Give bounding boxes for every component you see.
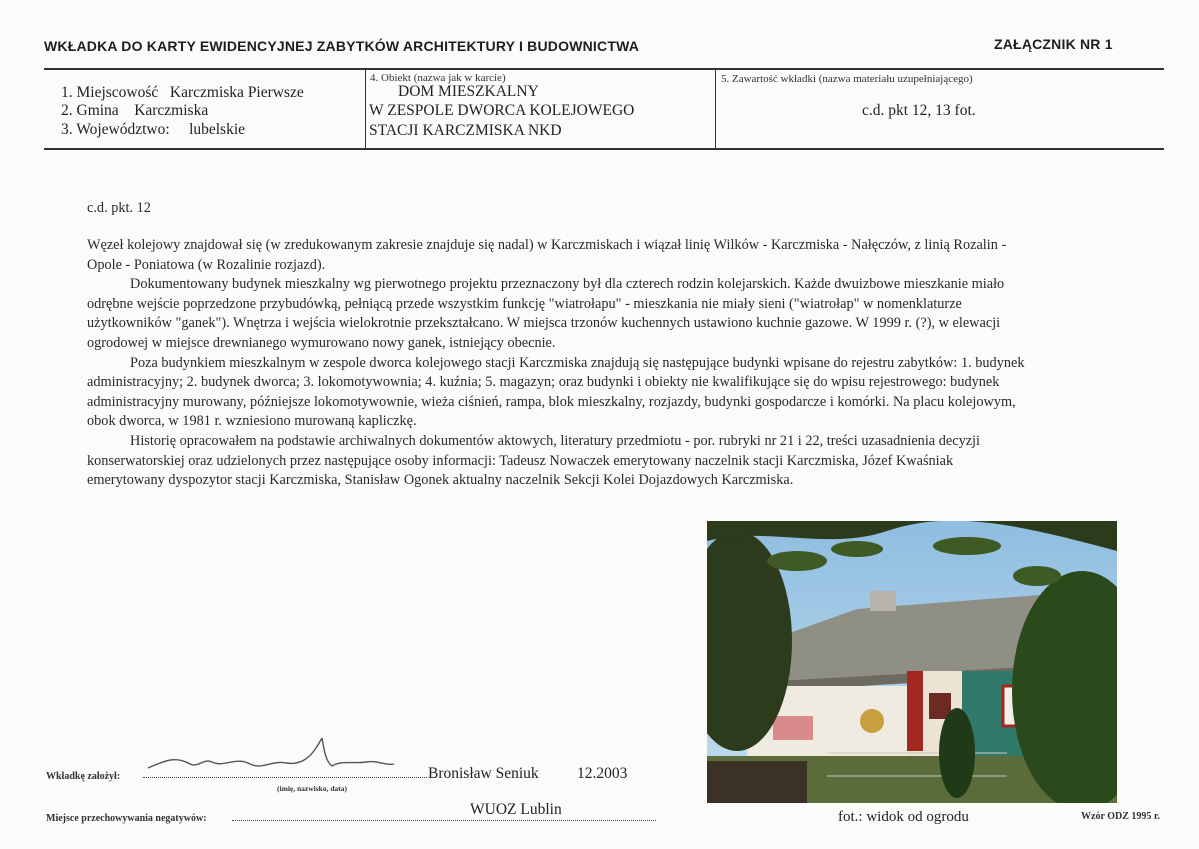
header-bottom-rule [44,148,1164,150]
photo-illustration [707,521,1117,803]
storage-value: WUOZ Lublin [470,801,562,818]
annex-number: ZAŁĄCZNIK NR 1 [994,36,1113,52]
body-text [87,236,1032,491]
document-title: WKŁADKA DO KARTY EWIDENCYJNEJ ZABYTKÓW ARCHITEKTURY I BUDOWNICTWA [44,38,640,54]
section-heading: c.d. pkt. 12 [87,200,151,216]
signature [146,738,396,778]
province-row [61,120,245,139]
object-line-2: W ZESPOLE DWORCA KOLEJOWEGO [369,102,635,119]
paragraph-3: Poza budynkiem mieszkalnym w zespole dworca kolejowego stacji Karczmiska znajdują się następujące budynki wpisane do rejestru zabytków: 1. budynek administracyjny; 2. budynek dworca; 3. lokomotywownia; 4. kuźnia; 5. magazyn; oraz budynki i obiekty nie kwalifikujące się do wpisu rejestrowego: budynek administracyjny murowany, późniejsze lokomotywownie, wieża ciśnień, rampa, blok mieszkalny, rozjazdy, budynki gospodarcze i komórki. Na placu kolejowym, obok dworca, w 1981 r. wzniesiono murowaną kapliczkę. [87,354,1025,430]
locality-row [61,83,304,102]
object-line-1: DOM MIESZKALNY [398,83,539,100]
object-label: 4. Obiekt (nazwa jak w karcie) [370,72,506,84]
commune-row [61,101,208,120]
contents-value: c.d. pkt 12, 13 fot. [862,102,976,119]
founder-sublabel: (imię, nazwisko, data) [277,784,347,793]
founder-name: Bronisław Seniuk [428,765,539,782]
paragraph-2: Dokumentowany budynek mieszkalny wg pierwotnego projektu przeznaczony był dla czterech rodzin kolejarskich. Każde dwuizbowe mieszkanie miało odrębne wejście poprzedzone przybudówką, pełniącą przede wszystkim funkcję "wiatrołapu" - mieszkania nie miały sieni ("wiatrołap" w nomenklaturze użytkowników "ganek"). Wnętrza i wejścia wielokrotnie przekształcano. W miejsca trzonów kuchennych ustawiono kuchnie gazowe. W 1999 r. (?), w elewacji ogrodowej w miejsce drewnianego wymurowano nowy ganek, istniejący obecnie. [87,276,1005,351]
province-value: lubelskie [189,121,246,138]
province-label: 3. Województwo: [61,121,170,138]
commune-label: 2. Gmina [61,102,119,119]
locality-label: 1. Miejscowość [61,84,159,101]
storage-label: Miejsce przechowywania negatywów: [46,813,207,824]
box-divider-1 [365,69,366,149]
storage-dotted-line [232,806,656,821]
founder-label: Wkładkę założył: [46,771,121,782]
template-id: Wzór ODZ 1995 r. [1081,811,1160,822]
contents-label: 5. Zawartość wkładki (nazwa materiału uzupełniającego) [721,73,973,85]
paragraph-1: Węzeł kolejowy znajdował się (w zredukowanym zakresie znajduje się nadal) w Karczmiskach i wiązał linię Wilków - Karczmiska - Nałęczów, z linią Rozalin - Opole - Poniatowa (w Rozalinie rozjazd). [87,237,1007,273]
locality-value: Karczmiska Pierwsze [169,84,304,101]
box-divider-2 [715,69,716,149]
commune-value: Karczmiska [134,102,209,119]
header-top-rule [44,68,1164,70]
object-line-3: STACJI KARCZMISKA NKD [369,122,562,139]
photo-caption: fot.: widok od ogrodu [838,809,969,825]
founder-date: 12.2003 [577,765,628,782]
photo-house-garden [707,521,1117,803]
paragraph-4: Historię opracowałem na podstawie archiwalnych dokumentów aktowych, literatury przedmiotu - por. rubryki nr 21 i 22, treści uzasadnienia decyzji konserwatorskiej oraz udzielonych przez następujące osoby informacji: Tadeusz Nowaczek emerytowany naczelnik stacji Karczmiska, Józef Kwaśniak emerytowany dyspozytor stacji Karczmiska, Stanisław Ogonek aktualny naczelnik Sekcji Kolei Dojazdowych Karczmiska. [87,432,981,489]
